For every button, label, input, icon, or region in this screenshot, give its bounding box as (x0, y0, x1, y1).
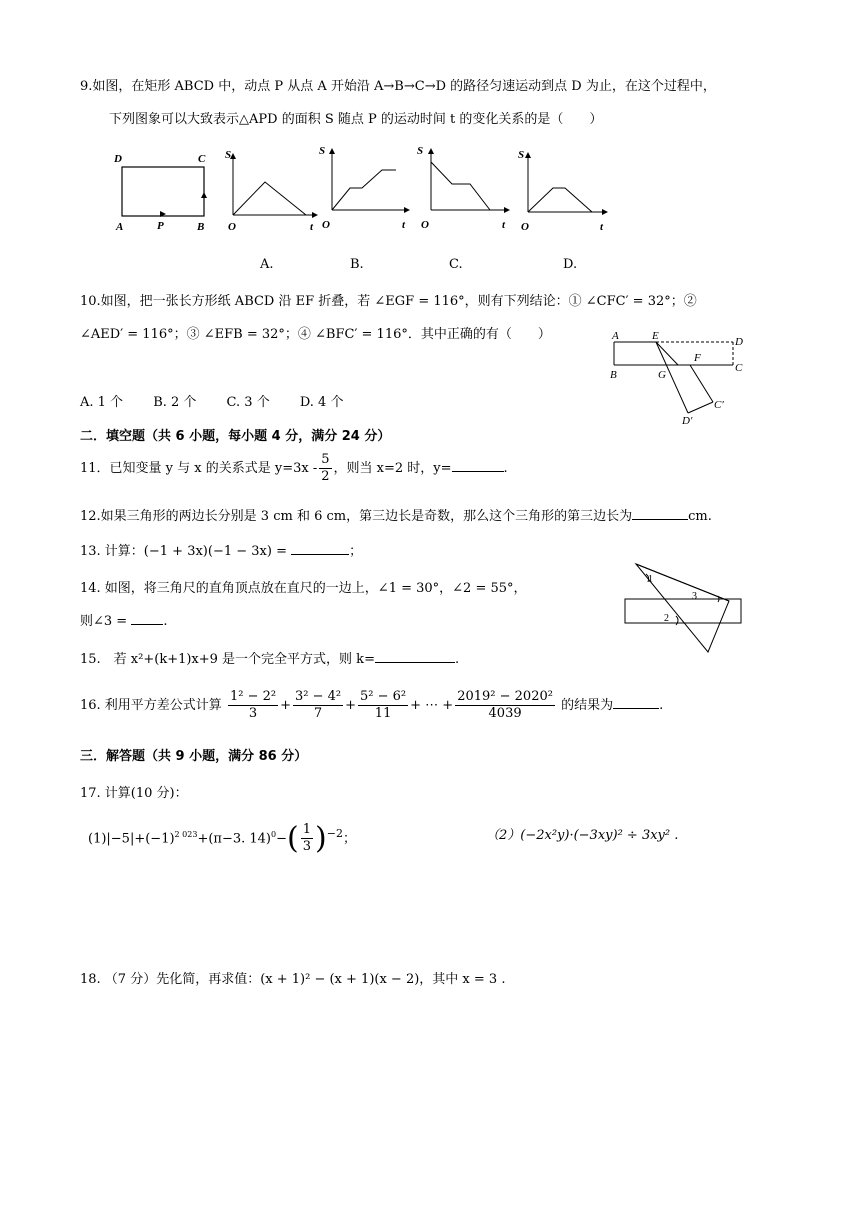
svg-text:1: 1 (648, 574, 653, 585)
svg-text:G: G (658, 369, 666, 381)
q17-title: 17. 计算(10 分)： (80, 786, 188, 801)
q18: 18. （7 分）先化简，再求值：(x + 1)² − (x + 1)(x − 2)，其中 x = 3 . (80, 972, 506, 987)
q16-frac-2: $\frac{\text{3² − 4²}}{7}$ (294, 689, 342, 721)
q15: 15. 若 x²+(k+1)x+9 是一个完全平方式，则 k= . (80, 652, 460, 667)
svg-text:t: t (600, 221, 604, 233)
q14-line1: 14. 如图，将三角尺的直角顶点放在直尺的一边上，∠1 = 30°，∠2 = 55°， (80, 581, 527, 596)
q13-answer-blank[interactable] (291, 542, 349, 555)
q12: 12.如果三角形的两边长分别是 3 cm 和 6 cm，第三边长是奇数，那么这个三角形的第三边长为 cm. (80, 509, 712, 524)
svg-text:C: C (735, 362, 743, 374)
q9-line2: 下列图象可以大致表示△APD 的面积 S 随点 P 的运动时间 t 的变化关系的是（ ） (109, 112, 603, 127)
q14-ruler-triangle-figure (620, 560, 750, 658)
svg-text:O: O (521, 221, 529, 233)
graph-a (225, 149, 318, 233)
svg-text:A: A (612, 330, 619, 342)
section-3-heading: 三．解答题（共 9 小题，满分 86 分） (80, 749, 308, 764)
q16-answer-blank[interactable] (613, 696, 659, 709)
q16-frac-3: $\frac{\text{5² − 6²}}{11}$ (360, 689, 407, 721)
q17-part1: $(1)|-5|+(-1)^{2 023}+(\pi-3$. 14)$^0$−( $\frac{1}{3}$ )$^{-2}$； (88, 820, 356, 856)
svg-text:O: O (322, 219, 330, 231)
q10-line1: 10.如图，把一张长方形纸 ABCD 沿 EF 折叠，若 ∠EGF = 116°，则有下列结论：① ∠CFC′ = 32°；② (80, 294, 697, 309)
svg-text:F: F (694, 352, 701, 364)
svg-text:S: S (319, 145, 326, 157)
q16: 16. 利用平方差公式计算 $\frac{\text{1² − 2²}}{3}$ + $\frac{\text{3² − 4²}}{7}$ + $\frac{\text{5² − 6²}}{11}$ + ⋯ + $\frac{\text{2019² − 2020²}}{4039}$ 的结果为 . (80, 689, 664, 721)
rect-label-c: C (198, 153, 206, 165)
rect-label-d: D (114, 153, 122, 165)
q9-option-b: B. (350, 257, 364, 272)
q10-options: A. 1 个 B. 2 个 C. 3 个 D. 4 个 (80, 395, 344, 410)
graph-b (319, 145, 410, 231)
svg-text:E: E (652, 330, 659, 342)
q10-line2: ∠AED′ = 116°；③ ∠EFB = 32°；④ ∠BFC′ = 116°．其中正确的有（ ） (80, 327, 551, 342)
svg-text:3: 3 (692, 591, 697, 602)
q11-answer-blank[interactable] (452, 459, 504, 472)
svg-text:O: O (228, 221, 236, 233)
svg-text:D′: D′ (682, 415, 693, 427)
q12-answer-blank[interactable] (632, 507, 688, 520)
q15-answer-blank[interactable] (375, 650, 455, 663)
q14-line2: 则∠3 = . (80, 614, 168, 629)
svg-text:B: B (610, 369, 617, 381)
q11: 11．已知变量 y 与 x 的关系式是 y=3x - $\frac{5}{2}$ ，则当 x=2 时，y= . (80, 452, 508, 484)
section-2-heading: 二．填空题（共 6 小题，每小题 4 分，满分 24 分） (80, 429, 391, 444)
rect-label-p: P (157, 220, 164, 232)
q9-option-d: D. (563, 257, 578, 272)
svg-text:D: D (735, 336, 743, 348)
q9-rectangle-figure (113, 153, 207, 233)
q14-answer-blank[interactable] (131, 612, 163, 625)
rect-label-a: A (116, 221, 124, 233)
q9-option-c: C. (449, 257, 463, 272)
svg-text:t: t (402, 219, 406, 231)
svg-text:S: S (518, 149, 525, 161)
rect-label-b: B (197, 221, 205, 233)
q16-frac-4: $\frac{\text{2019² − 2020²}}{4039}$ (457, 689, 553, 721)
q9-line1: 9.如图，在矩形 ABCD 中，动点 P 从点 A 开始沿 A→B→C→D 的路径匀速运动到点 D 为止，在这个过程中， (80, 79, 716, 94)
svg-text:t: t (502, 219, 506, 231)
q17-part2: （2）(−2x²y)·(−3xy)² ÷ 3xy² . (486, 828, 679, 843)
svg-text:C′: C′ (714, 399, 724, 411)
svg-text:O: O (421, 219, 429, 231)
svg-text:S: S (417, 145, 424, 157)
svg-text:2: 2 (664, 613, 669, 624)
q9-option-a: A. (260, 257, 274, 272)
q13: 13. 计算：(−1 + 3x)(−1 − 3x) = ； (80, 544, 363, 559)
svg-text:t: t (310, 221, 314, 233)
graph-d (518, 149, 608, 233)
graph-c (417, 145, 510, 231)
q16-frac-1: $\frac{\text{1² − 2²}}{3}$ (229, 689, 277, 721)
svg-text:S: S (225, 149, 232, 161)
q10-fold-figure (606, 328, 756, 428)
